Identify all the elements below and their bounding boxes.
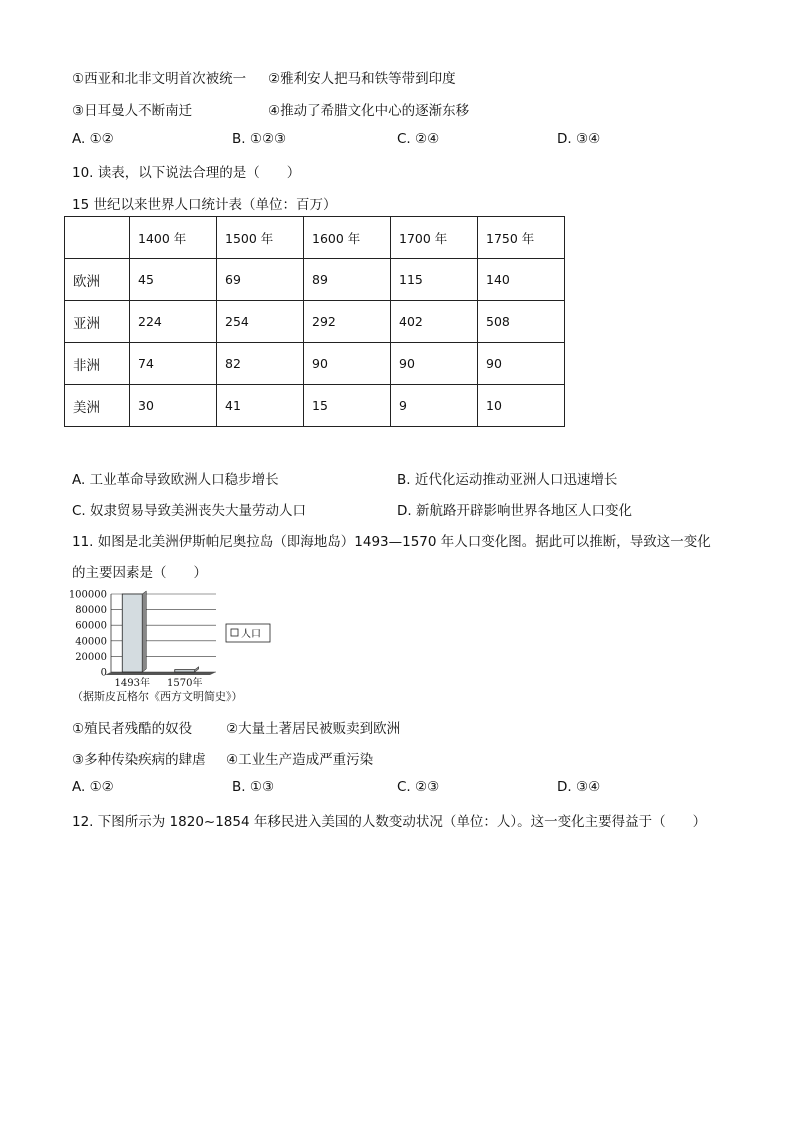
q9-item-4: ④推动了希腊文化中心的逐渐东移 — [268, 103, 470, 119]
chart-y-tick-label: 80000 — [75, 605, 107, 617]
chart-bar — [175, 670, 195, 672]
chart-y-tick-label: 60000 — [75, 620, 107, 632]
chart-grid — [105, 594, 216, 675]
table-cell: 82 — [217, 343, 304, 385]
table-header-cell: 1700 年 — [391, 217, 478, 259]
chart-y-tick-label: 20000 — [75, 651, 107, 663]
q11-item-1: ①殖民者残酷的奴役 — [72, 721, 193, 737]
chart-y-ticks — [69, 590, 107, 679]
table-row — [65, 301, 565, 343]
table-cell: 508 — [478, 301, 565, 343]
table-cell: 115 — [391, 259, 478, 301]
table-cell: 89 — [304, 259, 391, 301]
table-header-cell: 1500 年 — [217, 217, 304, 259]
table-row-region: 非洲 — [65, 343, 130, 385]
table-row — [65, 259, 565, 301]
q9-option-a[interactable]: A. ①② — [72, 131, 114, 147]
table-cell: 402 — [391, 301, 478, 343]
q11-option-a[interactable]: A. ①② — [72, 779, 114, 795]
table-cell: 69 — [217, 259, 304, 301]
q9-item-1: ①西亚和北非文明首次被统一 — [72, 71, 247, 87]
q10-option-d[interactable]: D. 新航路开辟影响世界各地区人口变化 — [397, 503, 632, 519]
q10-option-b[interactable]: B. 近代化运动推动亚洲人口迅速增长 — [397, 472, 618, 488]
chart-floor — [105, 672, 216, 675]
q11-option-b[interactable]: B. ①③ — [232, 779, 275, 795]
table-cell: 90 — [478, 343, 565, 385]
table-cell: 45 — [130, 259, 217, 301]
q11-option-d[interactable]: D. ③④ — [557, 779, 601, 795]
legend-swatch — [231, 629, 238, 636]
q10-table-caption: 15 世纪以来世界人口统计表（单位：百万） — [72, 197, 337, 213]
population-bar-chart — [66, 588, 286, 692]
table-cell: 140 — [478, 259, 565, 301]
table-row — [65, 343, 565, 385]
chart-y-tick-label: 100000 — [68, 589, 107, 601]
chart-bar-side — [142, 591, 146, 672]
q11-item-2: ②大量土著居民被贩卖到欧洲 — [226, 721, 401, 737]
q11-item-3: ③多种传染疾病的肆虐 — [72, 752, 206, 768]
q9-option-c[interactable]: C. ②④ — [397, 131, 440, 147]
table-header-cell: 1400 年 — [130, 217, 217, 259]
q11-stem-line-2: 的主要因素是（ ） — [72, 565, 207, 581]
q10-stem: 10. 读表，以下说法合理的是（ ） — [72, 165, 301, 181]
table-cell: 254 — [217, 301, 304, 343]
table-cell: 41 — [217, 385, 304, 427]
table-row-region: 亚洲 — [65, 301, 130, 343]
chart-source: （据斯皮瓦格尔《西方文明简史》） — [72, 690, 243, 703]
q11-stem-line-1: 11. 如图是北美洲伊斯帕尼奥拉岛（即海地岛）1493—1570 年人口变化图。据此可以推断，导致这一变化 — [72, 534, 711, 550]
q11-item-4: ④工业生产造成严重污染 — [226, 752, 374, 768]
chart-y-tick-label: 0 — [100, 667, 107, 679]
chart-y-tick-label: 40000 — [75, 636, 107, 648]
chart-x-tick-label: 1493年 — [114, 678, 150, 688]
population-table — [64, 216, 565, 427]
table-cell: 292 — [304, 301, 391, 343]
q11-option-c[interactable]: C. ②③ — [397, 779, 440, 795]
chart-x-labels — [115, 676, 203, 688]
chart-x-tick-label: 1570年 — [167, 678, 203, 688]
chart-bar — [122, 594, 142, 672]
population-chart-svg — [66, 588, 286, 688]
table-row — [65, 385, 565, 427]
table-row-region: 欧洲 — [65, 259, 130, 301]
table-row-region: 美洲 — [65, 385, 130, 427]
table-header-cell — [65, 217, 130, 259]
table-cell: 90 — [304, 343, 391, 385]
legend-label: 人口 — [241, 629, 261, 640]
q10-option-a[interactable]: A. 工业革命导致欧洲人口稳步增长 — [72, 472, 279, 488]
table-cell: 224 — [130, 301, 217, 343]
table-cell: 74 — [130, 343, 217, 385]
q10-option-c[interactable]: C. 奴隶贸易导致美洲丧失大量劳动人口 — [72, 503, 307, 519]
q9-option-d[interactable]: D. ③④ — [557, 131, 601, 147]
table-header-row — [65, 217, 565, 259]
chart-bar-side — [195, 667, 199, 672]
table-header-cell: 1600 年 — [304, 217, 391, 259]
q9-item-2: ②雅利安人把马和铁等带到印度 — [268, 71, 456, 87]
chart-bars — [122, 591, 199, 672]
table-cell: 10 — [478, 385, 565, 427]
chart-legend — [226, 624, 270, 642]
q12-stem: 12. 下图所示为 1820~1854 年移民进入美国的人数变动状况（单位：人）。这一变化主要得益于（ ） — [72, 814, 707, 830]
table-cell: 90 — [391, 343, 478, 385]
q9-item-3: ③日耳曼人不断南迁 — [72, 103, 193, 119]
table-cell: 15 — [304, 385, 391, 427]
table-cell: 9 — [391, 385, 478, 427]
q9-option-b[interactable]: B. ①②③ — [232, 131, 287, 147]
table-cell: 30 — [130, 385, 217, 427]
table-header-cell: 1750 年 — [478, 217, 565, 259]
